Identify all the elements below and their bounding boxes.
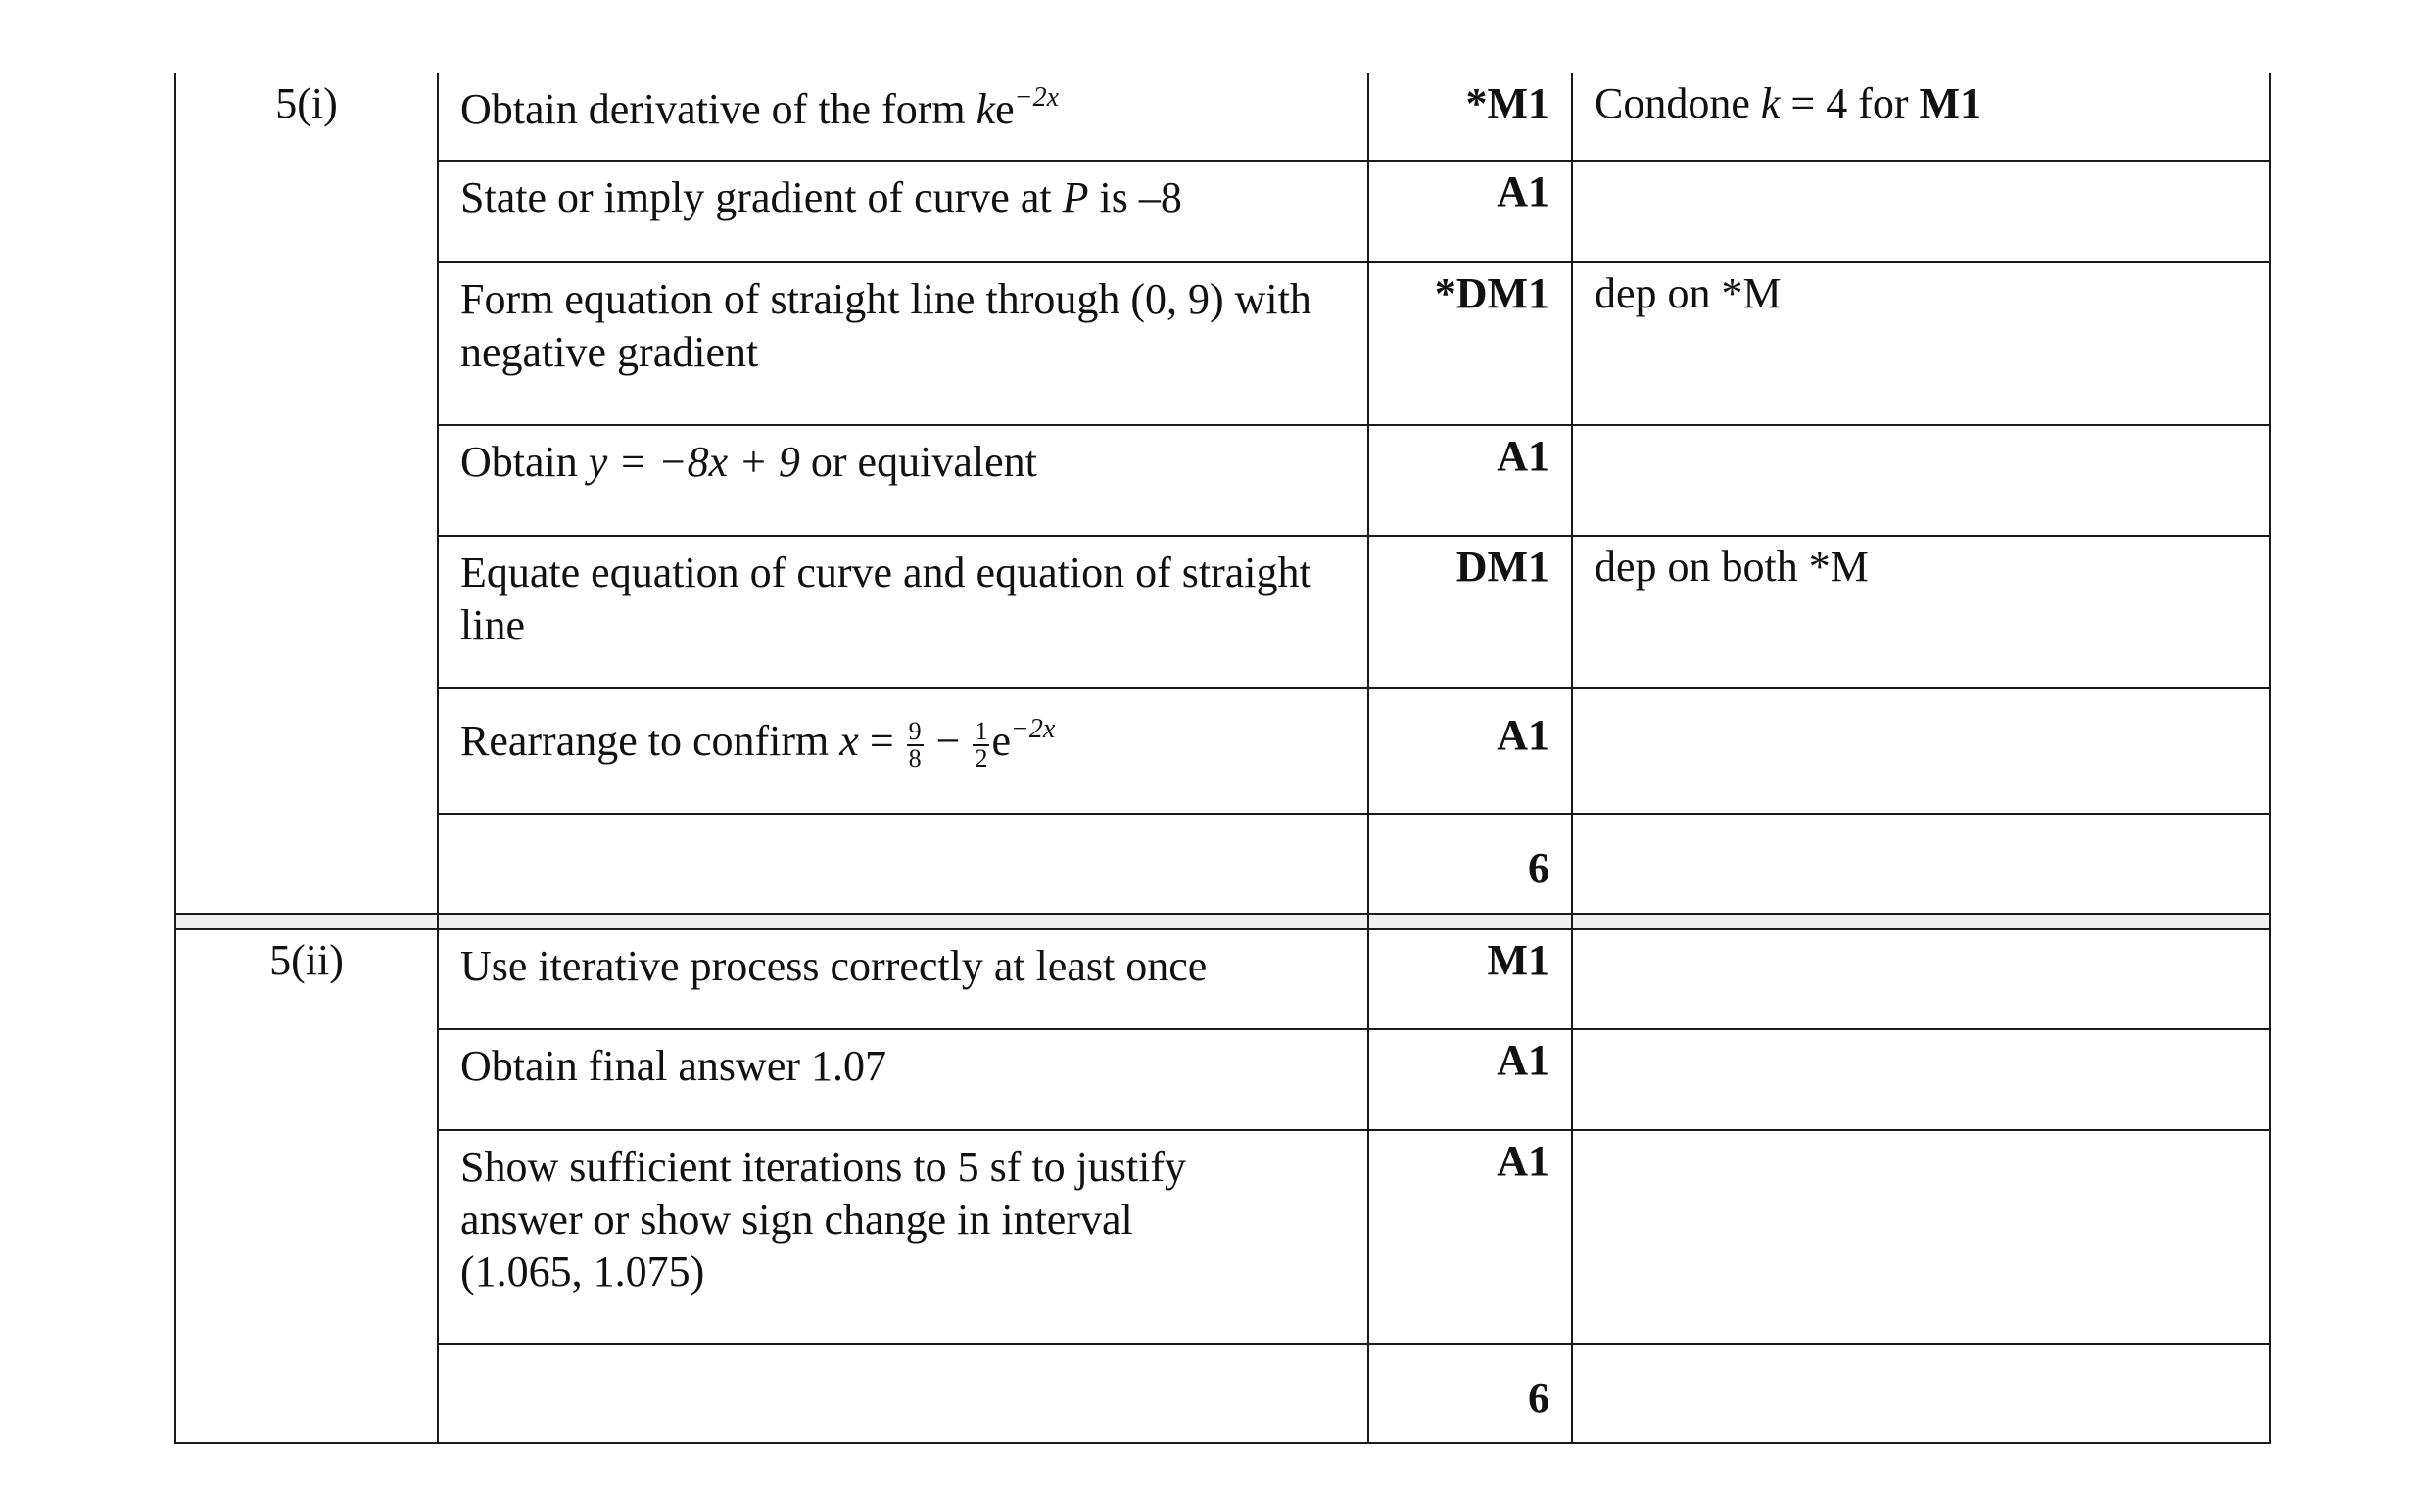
math-exponent: −2x [1014, 82, 1059, 113]
table-row [175, 1130, 2270, 1344]
math-fraction [973, 716, 989, 773]
table-row [175, 262, 2270, 425]
guidance-cell [1572, 1130, 2270, 1344]
guidance-cell [1572, 1344, 2270, 1443]
guidance-cell: dep on *M [1572, 262, 2270, 425]
guidance-cell [1572, 929, 2270, 1029]
math-fraction [907, 716, 924, 773]
answer-cell [438, 73, 1368, 161]
answer-text: Obtain [460, 438, 589, 486]
table-row [175, 536, 2270, 688]
total-mark: 6 [1368, 814, 1572, 914]
fraction-numerator: 9 [908, 716, 922, 745]
math-x: x [839, 717, 859, 765]
mark-cell: A1 [1368, 1130, 1572, 1344]
table-row [175, 1029, 2270, 1130]
guidance-cell [1572, 425, 2270, 536]
table-row [175, 425, 2270, 536]
answer-cell [438, 1344, 1368, 1443]
table-row [175, 161, 2270, 262]
question-label [175, 929, 438, 1443]
question-label [175, 73, 438, 914]
math-p: P [1062, 173, 1089, 221]
total-mark: 6 [1368, 1344, 1572, 1443]
answer-text: State or imply gradient of curve at [460, 173, 1063, 221]
answer-line: Show sufficient iterations to 5 sf to justify [460, 1143, 1187, 1191]
answer-cell [438, 161, 1368, 262]
section-separator [175, 914, 2270, 929]
math-minus: − [925, 717, 972, 765]
answer-text: Rearrange to confirm [460, 717, 840, 765]
answer-text: Obtain derivative of the form [460, 85, 976, 133]
table-row [175, 814, 2270, 914]
answer-interval: (1.065, 1.075) [460, 1248, 705, 1297]
math-equation: y = −8x + 9 [588, 438, 800, 486]
math-k: k [1760, 79, 1781, 127]
table-row [175, 929, 2270, 1029]
table-row [175, 1344, 2270, 1443]
answer-cell [438, 814, 1368, 914]
math-k: k [976, 85, 996, 133]
guidance-cell [1572, 688, 2270, 814]
mark-cell: *M1 [1368, 73, 1572, 161]
mark-cell: A1 [1368, 688, 1572, 814]
mark-cell: *DM1 [1368, 262, 1572, 425]
mark-cell: A1 [1368, 425, 1572, 536]
fraction-denominator: 8 [908, 743, 922, 773]
guidance-text: Condone [1595, 79, 1761, 127]
mark-scheme-table [174, 73, 2271, 1444]
answer-text: is –8 [1088, 173, 1182, 221]
guidance-cell [1572, 161, 2270, 262]
fraction-numerator: 1 [975, 716, 988, 745]
mark-cell: M1 [1368, 929, 1572, 1029]
question-number: 5(i) [275, 79, 338, 127]
table-row [175, 73, 2270, 161]
math-exponent: −2x [1011, 714, 1056, 744]
answer-cell: Obtain final answer 1.07 [438, 1029, 1368, 1130]
question-number: 5(ii) [269, 936, 344, 984]
answer-cell [438, 688, 1368, 814]
answer-text: or equivalent [799, 438, 1037, 486]
guidance-cell: dep on both *M [1572, 536, 2270, 688]
guidance-text: = 4 for [1780, 79, 1920, 127]
math-equals: = [858, 717, 905, 765]
math-e: e [991, 717, 1011, 765]
table-row [175, 688, 2270, 814]
mark-cell: A1 [1368, 161, 1572, 262]
mark-cell: A1 [1368, 1029, 1572, 1130]
guidance-mark: M1 [1919, 79, 1982, 127]
mark-cell: DM1 [1368, 536, 1572, 688]
answer-cell: Use iterative process correctly at least once [438, 929, 1368, 1029]
guidance-cell [1572, 814, 2270, 914]
answer-cell [438, 1130, 1368, 1344]
fraction-denominator: 2 [975, 743, 988, 773]
guidance-cell [1572, 1029, 2270, 1130]
guidance-cell [1572, 73, 2270, 161]
answer-cell: Form equation of straight line through (0, 9) with negative gradient [438, 262, 1368, 425]
answer-line: answer or show sign change in interval [460, 1195, 1133, 1244]
answer-cell [438, 425, 1368, 536]
answer-cell: Equate equation of curve and equation of straight line [438, 536, 1368, 688]
math-e: e [995, 85, 1015, 133]
